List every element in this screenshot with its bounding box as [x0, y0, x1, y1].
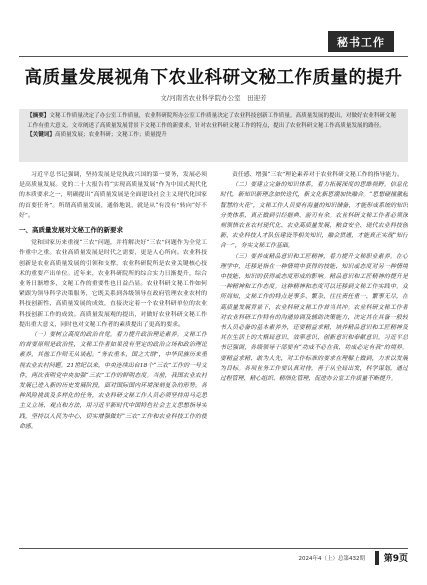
column-tag: 秘书工作	[328, 31, 394, 52]
keywords-text: 高质量发展；农业科研；文秘工作；质量提升	[54, 132, 167, 139]
section-heading: 一、高质量发展对文秘工作的新要求	[19, 226, 123, 235]
abstract-box	[19, 109, 408, 162]
article-byline: 文/河南省农业科学院办公室 田迎芳	[160, 94, 267, 102]
keywords-label: 【关键词】	[27, 132, 55, 139]
abstract-label: 【摘要】	[27, 113, 50, 119]
body-paragraph: 习近平总书记强调，坚持发展是党执政兴国的第一要务，发展必须是高质量发展。党的二十大报告将“实现高质量发展”作为中国式现代化的本质要求之一，明确提出“高质量发展是全面建设社会主义现代化国家的首要任务”。所谓高质量发展，通俗地说，就是从“有没有”转向“好不好”。	[19, 172, 207, 219]
abstract	[27, 112, 400, 131]
body-paragraph: 党和国家历来重视“三农”问题，并将解决好“三农”问题作为全党工作重中之重。农业高质量发展是时代之需要，更是人心所向。农业科技创新是农业高质量发展的引领和支撑，农业科研院所是农业关键核心技术的重要产出单位。近年来，农业科研院所的综合实力日渐提升，综合业务日渐增多，文秘工作的重要性也日益凸显。农业科研文秘工作如何紧跟为领导科学决策服务，它既关系到各级领导在政府管理农业农村的科技创新性、高质量发展的成效，直接决定着一个农业科研单位的农业科技创新工作的成效。高质量发展观的提出，对做好农业科研文秘工作提出重大意义，同时也对文秘工作者的素质提出了更高的要求。	[19, 240, 207, 328]
page-number: 第9页	[383, 554, 408, 564]
issue-info: 2024年4（上）总第432期	[298, 556, 365, 562]
header-rule	[19, 56, 408, 57]
abstract-text: 文秘工作质量决定了办公室工作质量，农业科研院所办公室工作质量决定了农业科技创新工作质量。高质量发展的提出，对做好农业科研文秘工作有重大意义。文章阐述了高质量发展背景下文秘工作的新要求，针对农业科研文秘工作的特点，提出了农业科研文秘工作高质量发展的路径。	[27, 113, 397, 129]
subsection-paragraph: （三）要养成精品意识和工匠精神，着力提升文秘职业素养。在心理学中，迁移是指在一种情境中获得的技能、知识或态度对另一种情境中技能、知识的获得或态度形成的影响。精品意识和工匠精神的提升是一种精神和工作态度。这种精神和态度可以迁移到文秘工作实践中。众所周知，文秘工作的特点是事多、繁杂，往往责任重一、繁事无尽，在高质量发展背景下，农业科研文秘工作首当其冲。农业科研文秘工作者对农业科研工作特有的沟通协调及辅助决策能力，决定其在具备一般较书人员必备的基本素养外，还要精益求精，培养精品意识和工匠精神及其在生活上的大格局意识、效率意识、创新意识和奉献意识。习近平总书记强调，各级领导干部要有“功成不必在我，功成必定有我”的境界。要精益求精、敢为人先，对工作标准的要求在理解上做到，力求以发展为目标。各项业务工作要认真对待，善于从全局出发，科学谋划，通过过程管理、精心组织、精细化管理，促进办公室工作质量不断提升。	[220, 253, 408, 383]
keywords	[27, 131, 400, 141]
body-paragraph: 责任感、增强“三农”理论素养对于农业科研文秘工作的指导能力。	[232, 172, 403, 178]
subsection-paragraph: （二）要建立完备的知识体系，着力拓展深度的思维视野。信息化时代，新知识新理念加快迭代，新文化新思潮加快融合。“思想碰撞激起智慧的火花”，文秘工作人员要有海量的知识储备，才能形成系统的知识分类体系，真正做到引经据典、游刃有余。农业科研文秘工作者必须深刻领悟农业农村现代化、农业高质量发展、粮食安全、现代农业科技创新、农业科技人才队伍建设等相关知识，融会贯通，才能真正实现“知行合一”，夯实文秘工作基础。	[220, 182, 408, 250]
footer	[0, 551, 427, 571]
article-title: 高质量发展视角下农业科研文秘工作质量的提升	[24, 68, 403, 88]
footer-rule	[19, 548, 408, 549]
footer-bar	[375, 551, 379, 565]
left-column	[19, 170, 207, 432]
subsection-paragraph: （一）要树立高度的政治自觉。着力提升政治理论素养。文秘工作的首要原则是政治性，文秘工作者如果没有坚定的政治立场和政治理论素养，其他工作则无从谈起。“务农重本，国之大纲”，中华民族历来重视农业农村问题。21世纪以来，中央连续出台18个“三农”工作的一号文件，两次表明党中央加强“三农”工作的鲜明态度。当前，我国农业农村发展已进入新的历史发展阶段，面对国际国内环境深刻复杂的形势，各种风险挑战及多样化的任务，农业科研文秘工作人员必须坚持用马克思主义立场、观点和方法，用习近平新时代中国特色社会主义思想指导实践，坚持以人民为中心，切实增强做好“三农”工作和农业科技工作的使命感。	[19, 332, 207, 430]
right-column	[220, 170, 408, 384]
